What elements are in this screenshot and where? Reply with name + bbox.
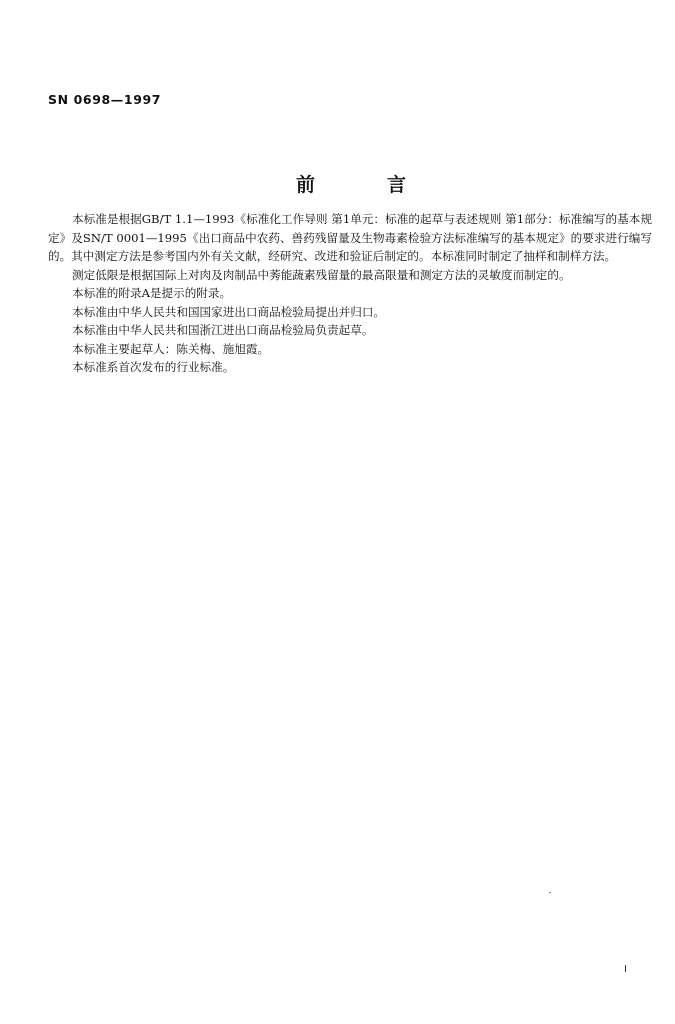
page-number: I (624, 964, 627, 975)
paragraph-proposer: 本标准由中华人民共和国国家进出口商品检验局提出并归口。 (72, 304, 386, 319)
title-char-right: 言 (386, 174, 406, 196)
paragraph-detection-limit: 测定低限是根据国际上对肉及肉制品中莠能蔬素残留量的最高限量和测定方法的灵敏度而制定的。 (72, 267, 571, 282)
title-char-left: 前 (296, 174, 316, 196)
paragraph-drafter: 本标准由中华人民共和国浙江进出口商品检验局负责起草。 (72, 323, 374, 337)
document-code: SN 0698—1997 (48, 92, 162, 107)
scan-speck (549, 892, 551, 893)
page-title (296, 170, 406, 197)
paragraph-appendix: 本标准的附录A是提示的附录。 (72, 286, 232, 300)
preface-body (48, 210, 652, 377)
paragraph-authors: 本标准主要起草人：陈关梅、施旭霞。 (72, 341, 270, 356)
paragraph-basis: 本标准是根据GB/T 1.1—1993《标准化工作导则 第1单元：标准的起草与表述规则 第1部分：标准编写的基本规定》及SN/T 0001—1995《出口商品中农药、兽药残留量及生物毒素检验方法标准编写的基本规定》的要求进行编写的。其中测定方法是参考国内外有关文献，经研究、改进和验证后制定的。本标准同时制定了抽样和制样方法。 (48, 212, 652, 263)
paragraph-first-release: 本标准系首次发布的行业标准。 (72, 360, 235, 374)
